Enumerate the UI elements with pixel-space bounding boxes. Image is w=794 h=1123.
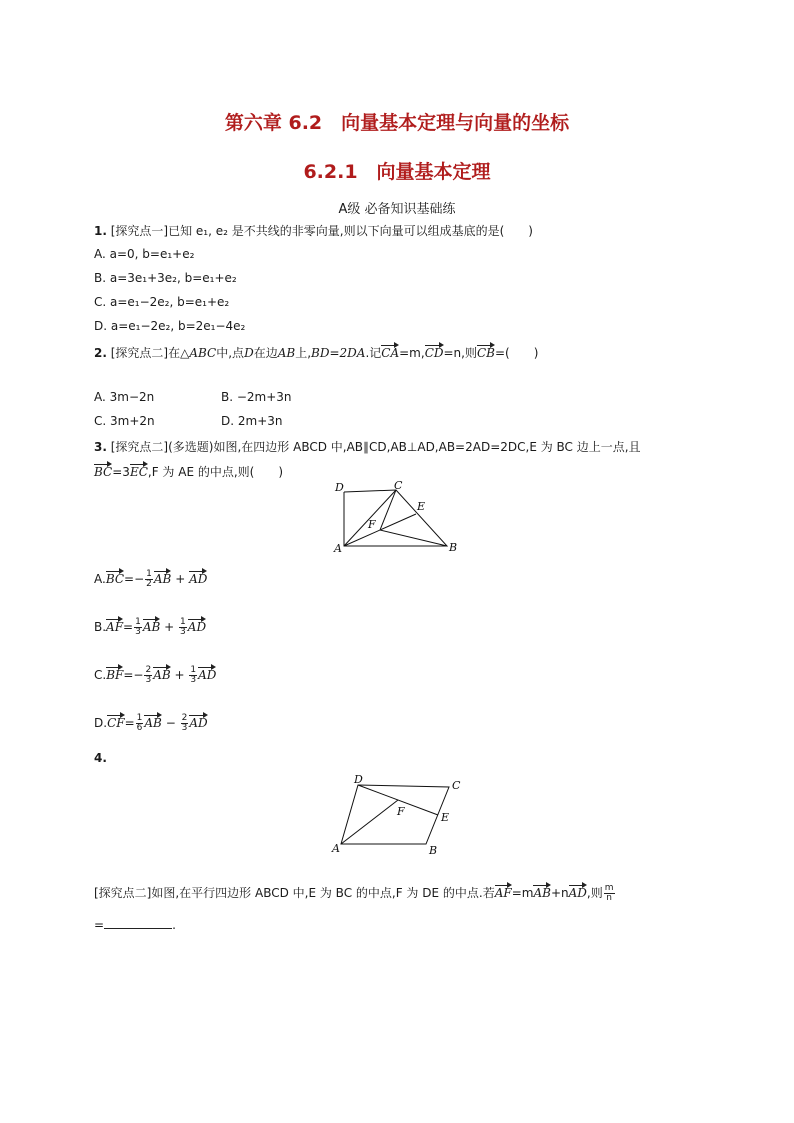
q2-text-4: 上,	[295, 346, 312, 360]
q3-option-b-lhs: AF	[106, 620, 124, 634]
q3-option-c-v2: AD	[198, 668, 217, 682]
q2-side: AB	[277, 346, 296, 360]
q3-option-c-op: +	[174, 668, 185, 682]
q3-vector-bc: BC	[94, 465, 113, 479]
q3-option-c-v1: AB	[153, 668, 171, 682]
frac-num: 1	[180, 617, 186, 627]
q4-number: 4.	[94, 751, 107, 765]
q3-number: 3.	[94, 440, 107, 454]
q3-option-a-frac	[145, 570, 153, 589]
q3-option-d-op: −	[165, 716, 176, 730]
q4-vector-ad: AD	[568, 886, 587, 900]
q2-text-5: .记	[365, 346, 382, 360]
q4-equals: =	[94, 918, 105, 932]
frac-den: 3	[145, 675, 152, 685]
q3-label-e: E	[417, 500, 426, 513]
q3-option-c-lhs: BF	[106, 668, 124, 682]
q2-option-d: D. 2m+3n	[221, 414, 283, 428]
q2-vector-cb: CB	[476, 346, 495, 360]
q3-label-d: D	[335, 481, 344, 494]
q4-segment-af	[341, 800, 398, 844]
q4-label-a: A	[332, 842, 340, 855]
q3-option-c-sign: =−	[123, 668, 144, 682]
q2-option-b: B. −2m+3n	[221, 390, 292, 404]
frac-den: 3	[180, 627, 186, 637]
frac-num: 1	[136, 713, 143, 723]
q1-text: [探究点一]已知 e₁, e₂ 是不共线的非零向量,则以下向量可以组成基底的是( )	[110, 224, 533, 238]
q3-option-d-letter: D.	[94, 716, 108, 730]
q4-eq-1: =m	[511, 886, 534, 900]
q3-option-a	[94, 570, 207, 589]
q2-eq-2: =n,则	[443, 346, 477, 360]
q2-relation: BD=2DA	[311, 346, 366, 360]
q3-option-a-op: +	[175, 572, 186, 586]
frac-den: 3	[135, 627, 141, 637]
q3-option-a-v2: AD	[189, 572, 208, 586]
q3-option-c	[94, 666, 216, 685]
q3-stem-line2	[94, 463, 283, 480]
q4-text-1: [探究点二]如图,在平行四边形 ABCD 中,E 为 BC 的中点,F 为 DE 的中点.若	[94, 886, 495, 900]
q4-figure	[328, 772, 468, 858]
q3-option-d-frac2	[181, 714, 189, 733]
q3-option-b-op: +	[164, 620, 175, 634]
q2-option-a: A. 3m−2n	[94, 390, 155, 404]
frac-den: 3	[181, 723, 188, 733]
section-title: 6.2.1 向量基本定理	[303, 161, 491, 183]
q4-label-f: F	[397, 805, 405, 818]
q2-text-1: [探究点二]在△	[110, 346, 190, 360]
frac-num: 1	[190, 665, 197, 675]
q3-option-d-lhs: CF	[107, 716, 125, 730]
q4-fraction	[604, 884, 615, 903]
frac-num: 1	[135, 617, 141, 627]
q2-tail: =( )	[494, 346, 539, 360]
q4-vector-af: AF	[494, 886, 512, 900]
q3-stem-line1	[94, 438, 641, 455]
q3-quadrilateral	[344, 490, 447, 546]
q2-vector-cd: CD	[424, 346, 444, 360]
q3-label-f: F	[368, 518, 376, 531]
q2-stem	[94, 344, 538, 361]
q3-option-d-v1: AB	[144, 716, 162, 730]
q3-label-b: B	[449, 541, 458, 554]
frac-num: 1	[146, 569, 152, 579]
frac-num: m	[604, 883, 614, 893]
q2-eq-1: =m,	[399, 346, 425, 360]
chapter-title: 第六章 6.2 向量基本定理与向量的坐标	[224, 112, 570, 134]
q2-text-3: 在边	[253, 346, 278, 360]
frac-den: 6	[136, 723, 143, 733]
q2-point: D	[244, 346, 254, 360]
q3-option-d-frac1	[136, 714, 144, 733]
q3-option-d-sign: =	[124, 716, 135, 730]
q4-vector-ab: AB	[533, 886, 551, 900]
q2-number: 2.	[94, 346, 107, 360]
q4-label-c: C	[452, 779, 461, 792]
q3-option-b-frac2	[179, 618, 187, 637]
q3-option-b-v2: AD	[187, 620, 207, 634]
q3-option-a-lhs: BC	[105, 572, 125, 586]
q4-number-line	[94, 751, 107, 765]
q3-eq: =3	[112, 465, 130, 479]
frac-den: n	[606, 893, 612, 903]
q3-label-a: A	[334, 542, 342, 554]
q1-option-a: A. a=0, b=e₁+e₂	[94, 247, 195, 261]
q2-option-c: C. 3m+2n	[94, 414, 155, 428]
q4-label-b: B	[429, 844, 438, 857]
q1-option-c: C. a=e₁−2e₂, b=e₁+e₂	[94, 295, 230, 309]
q1-option-d: D. a=e₁−2e₂, b=2e₁−4e₂	[94, 319, 246, 333]
frac-den: 3	[190, 675, 197, 685]
q3-segment-fb	[380, 530, 447, 546]
q3-text: [探究点二](多选题)如图,在四边形 ABCD 中,AB∥CD,AB⊥AD,AB=2AD=2DC,E 为 BC 边上一点,且	[110, 440, 641, 454]
q4-parallelogram	[341, 785, 449, 844]
q3-option-a-sign: =−	[124, 572, 145, 586]
q3-label-c: C	[394, 479, 403, 492]
q1-stem	[94, 222, 533, 239]
q3-option-d-v2: AD	[189, 716, 208, 730]
q3-option-b-frac1	[134, 618, 142, 637]
q3-figure	[330, 478, 460, 554]
q3-option-b	[94, 618, 206, 637]
frac-den: 2	[146, 579, 152, 589]
frac-num: 2	[145, 665, 152, 675]
q4-text-2: ,则	[586, 886, 603, 900]
q4-label-d: D	[354, 773, 363, 786]
q4-eq-2: +n	[550, 886, 569, 900]
q3-option-c-letter: C.	[94, 668, 107, 682]
q4-answer-line	[94, 918, 176, 932]
q4-period: .	[172, 918, 176, 932]
q2-triangle: ABC	[189, 346, 217, 360]
q3-option-a-v1: AB	[153, 572, 172, 586]
q1-number: 1.	[94, 224, 107, 238]
q2-text-2: 中,点	[216, 346, 245, 360]
q3-vector-ec: EC	[129, 465, 148, 479]
q4-answer-blank[interactable]	[104, 928, 172, 929]
q3-option-a-letter: A.	[94, 572, 106, 586]
q4-label-e: E	[441, 811, 450, 824]
q3-option-b-v1: AB	[142, 620, 161, 634]
q1-option-b: B. a=3e₁+3e₂, b=e₁+e₂	[94, 271, 237, 285]
frac-num: 2	[181, 713, 188, 723]
q3-option-b-sign: =	[123, 620, 134, 634]
level-label: A级 必备知识基础练	[338, 202, 456, 217]
q3-option-b-letter: B.	[94, 620, 107, 634]
q3-text-2: ,F 为 AE 的中点,则( )	[147, 465, 284, 479]
q3-option-d	[94, 714, 208, 733]
q2-vector-ca: CA	[381, 346, 400, 360]
q4-stem	[94, 884, 616, 903]
q3-option-c-frac2	[189, 666, 197, 685]
q3-option-c-frac1	[144, 666, 152, 685]
